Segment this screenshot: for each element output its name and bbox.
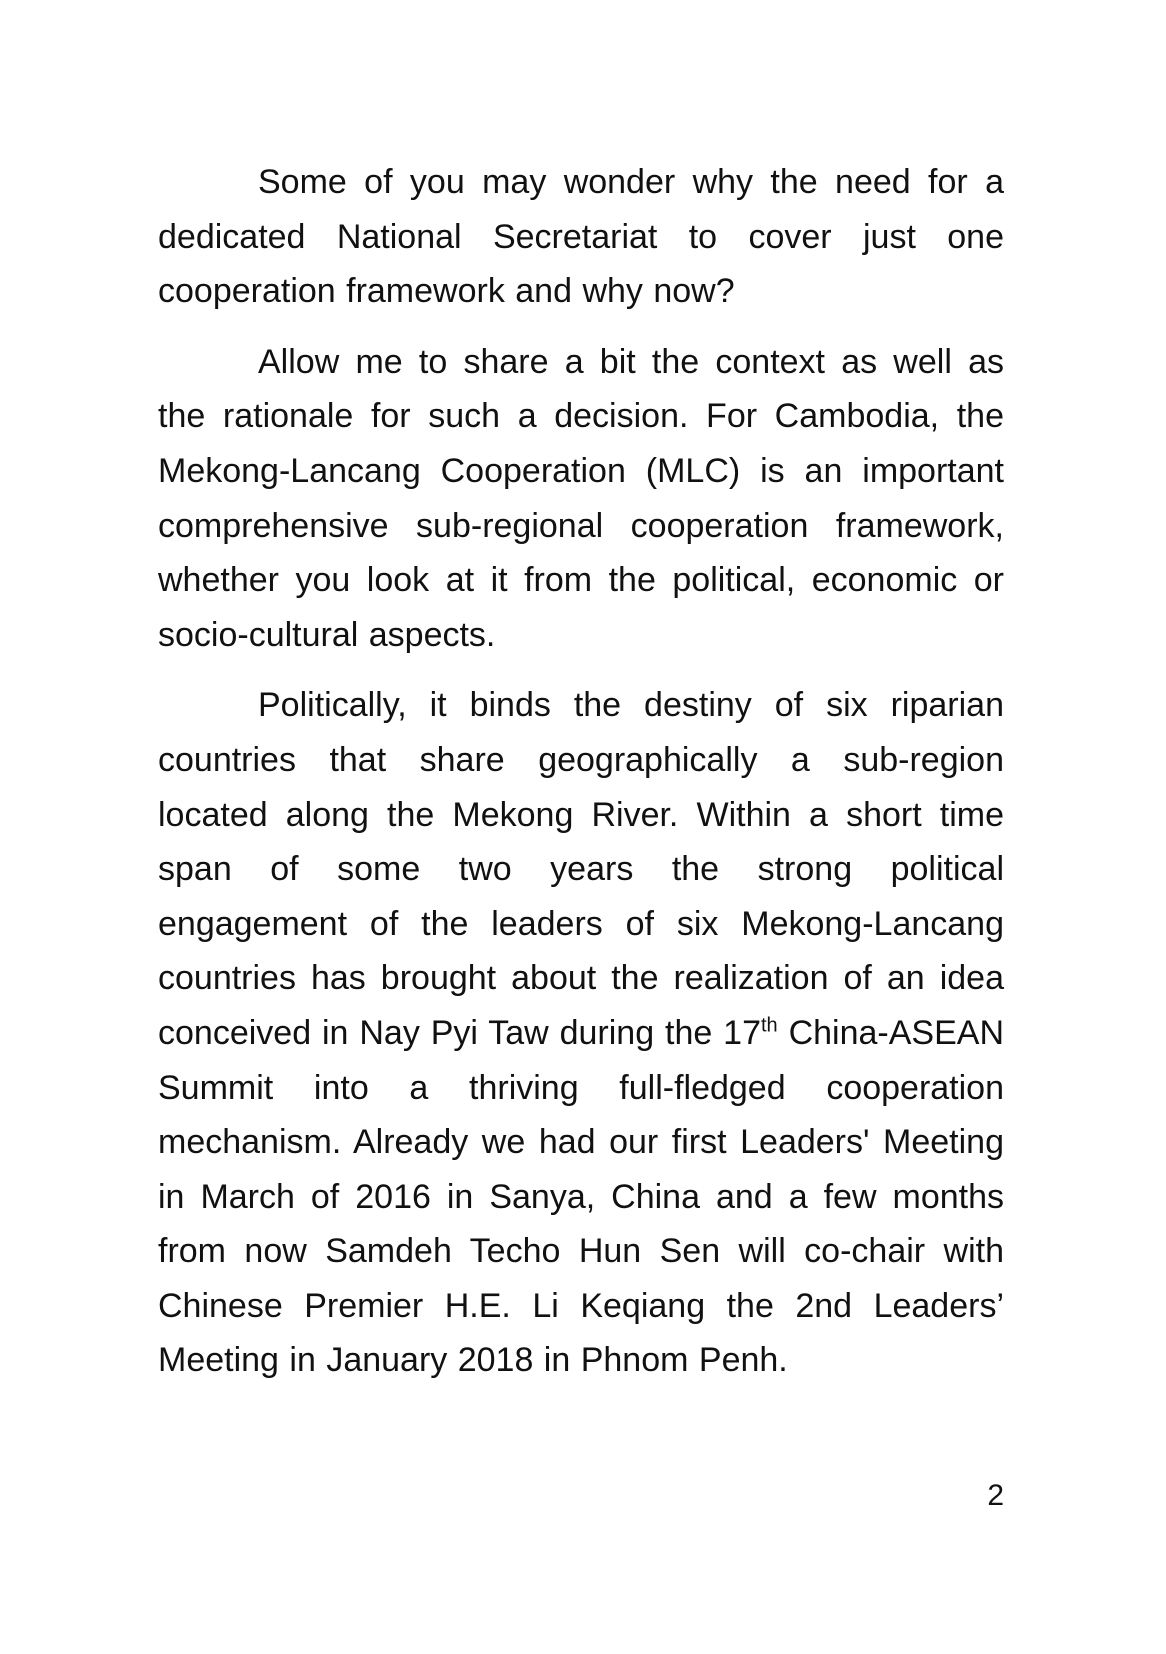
paragraph-1: Some of you may wonder why the need for a dedicated National Secretariat to cover just one cooperation framework and why now?: [158, 163, 1004, 311]
paragraph-3: [158, 678, 1004, 1388]
page-number: 2: [987, 1479, 1004, 1512]
paragraph-3-text-before-superscript: Politically, it binds the destiny of six riparian countries that share geographically a sub-region located along the Mekong River. Within a short time span of some two years the strong political engagement of the leaders of six Mekong-Lancang countries has brought about the realization of an idea conceived in Nay Pyi Taw during the 17: [158, 686, 1004, 1052]
body-text: [158, 155, 1004, 1404]
paragraph-3-text-after-superscript: China-ASEAN Summit into a thriving full-fledged cooperation mechanism. Already we had our first Leaders' Meeting in March of 2016 in Sanya, China and a few months from now Samdeh Techo Hun Sen will co-chair with Chinese Premier H.E. Li Keqiang the 2nd Leaders’ Meeting in January 2018 in Phnom Penh.: [158, 1013, 1004, 1380]
ordinal-superscript: th: [760, 1014, 778, 1037]
paragraph-2: Allow me to share a bit the context as well as the rationale for such a decision. For Cambodia, the Mekong-Lancang Cooperation (MLC) is an important comprehensive sub-regional cooperation framework, whether you look at it from the political, economic or socio-cultural aspects.: [158, 342, 1004, 654]
